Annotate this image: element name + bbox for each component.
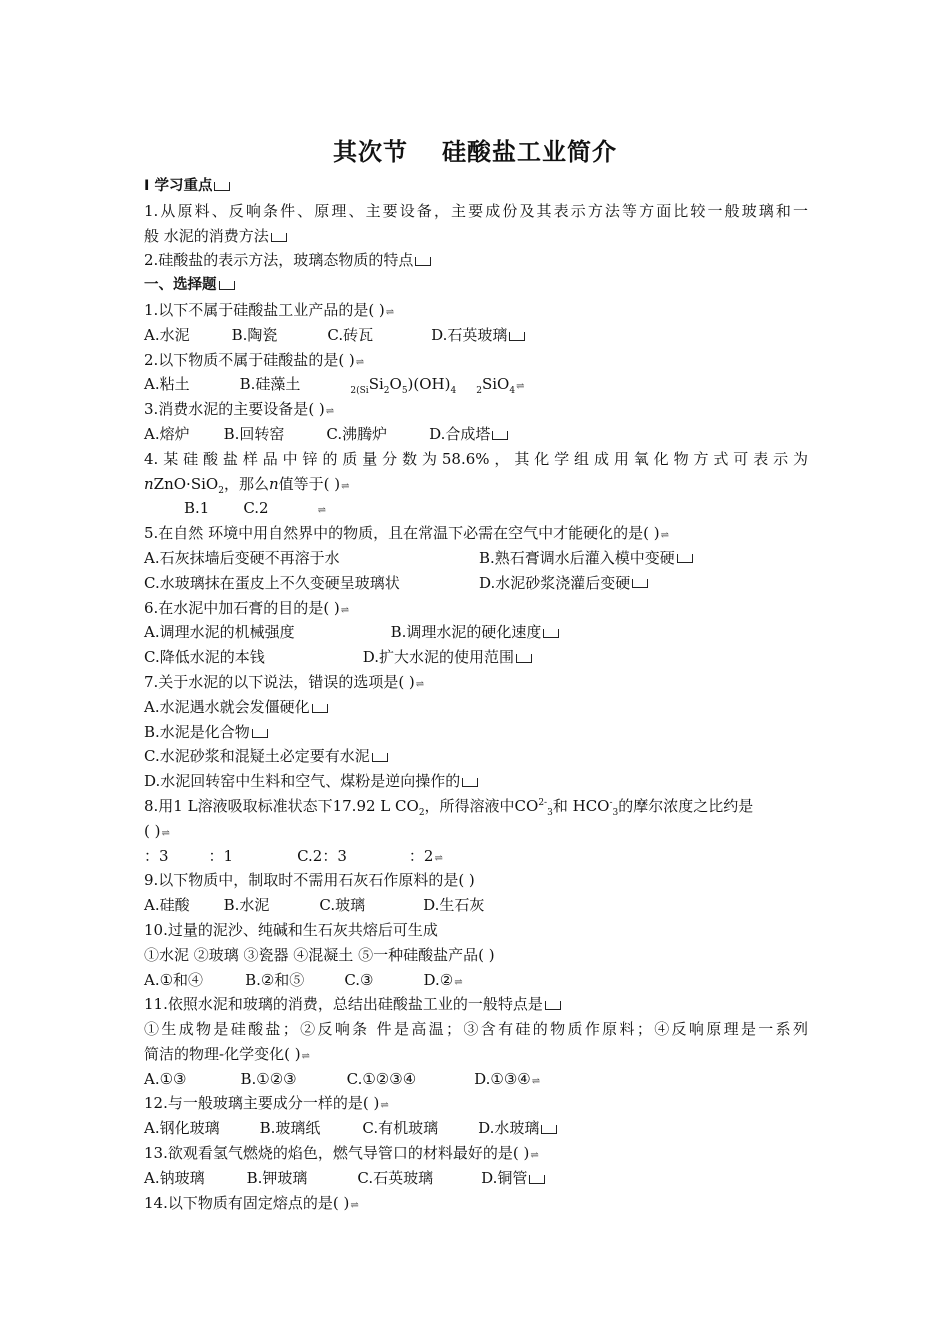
question-7-option: A.水泥遇水就会发僵硬化 bbox=[144, 695, 808, 720]
question-1: 1.以下不属于硅酸盐工业产品的是( )⇌ bbox=[144, 300, 395, 319]
paragraph-mark-icon bbox=[632, 579, 648, 588]
paragraph-mark-icon bbox=[219, 281, 235, 290]
page-title bbox=[0, 132, 950, 167]
question-2-options: A.粘土 B.硅藻土 $_{2(Si}Si_2O_5)(OH)_4$ $_2$SiO$_4$⇌ bbox=[144, 375, 525, 397]
question-14: 14.以下物质有固定熔点的是( )⇌ bbox=[144, 1193, 359, 1212]
heading-key-points: Ⅰ 学习重点 bbox=[144, 174, 808, 199]
title-section: 其次节 bbox=[333, 138, 408, 166]
heading-choice-questions: 一、选择题 bbox=[144, 273, 808, 298]
paragraph-mark-icon bbox=[214, 182, 230, 191]
paragraph-mark-icon bbox=[541, 1125, 557, 1134]
question-10: 10.过量的泥沙、纯碱和生石灰共熔后可生成 bbox=[144, 920, 438, 939]
question-5-options: A.石灰抹墙后变硬不再溶于水 B.熟石膏调水后灌入模中变硬 bbox=[144, 546, 808, 571]
question-5: 5.在自然 环境中用自然界中的物质，且在常温下必需在空气中才能硬化的是( )⇌ bbox=[144, 524, 669, 543]
paragraph-mark-icon bbox=[516, 654, 532, 663]
question-6: 6.在水泥中加石膏的目的是( )⇌ bbox=[144, 598, 350, 617]
document-body bbox=[144, 174, 808, 1215]
title-topic: 硅酸盐工业简介 bbox=[442, 138, 617, 166]
question-9-options: A.硅酸 B.水泥 C.玻璃 D.生石灰 bbox=[144, 896, 485, 915]
question-3: 3.消费水泥的主要设备是( )⇌ bbox=[144, 400, 335, 419]
paragraph-mark-icon bbox=[415, 257, 431, 266]
question-4-cont: nZnO·SiO$_2$，那么n值等于( )⇌ bbox=[144, 474, 350, 496]
question-3-options: A.熔炉 B.回转窑 C.沸腾炉 D.合成塔 bbox=[144, 422, 808, 447]
question-12-options: A.钢化玻璃 B.玻璃纸 C.有机玻璃 D.水玻璃 bbox=[144, 1116, 808, 1141]
question-7-option: D.水泥回转窑中生料和空气、煤粉是逆向操作的 bbox=[144, 769, 808, 794]
question-1-options: A.水泥 B.陶瓷 C.砖瓦 D.石英玻璃 bbox=[144, 323, 808, 348]
paragraph-mark-icon bbox=[543, 629, 559, 638]
question-11-options: A.①③ B.①②③ C.①②③④ D.①③④⇌ bbox=[144, 1069, 541, 1088]
question-5-options: C.水玻璃抹在蛋皮上不久变硬呈玻璃状 D.水泥砂浆浇灌后变硬 bbox=[144, 571, 808, 596]
paragraph-mark-icon bbox=[312, 704, 328, 713]
question-10-items: ①水泥 ②玻璃 ③瓷器 ④混凝土 ⑤一种硅酸盐产品( ) bbox=[144, 945, 495, 964]
question-8-cont: ( )⇌ bbox=[144, 821, 170, 840]
paragraph-mark-icon bbox=[372, 753, 388, 762]
paragraph-mark-icon bbox=[545, 1001, 561, 1010]
question-6-options: C.降低水泥的本钱 D.扩大水泥的使用范围 bbox=[144, 645, 808, 670]
question-8: 8.用1 L溶液吸取标准状态下17.92 L $CO_2$，所得溶液中$CO^{2-}_3$和 $HCO^-_3$的摩尔浓度之比约是 bbox=[144, 796, 754, 818]
paragraph-mark-icon bbox=[252, 729, 268, 738]
question-11-cont: 简洁的物理-化学变化( )⇌ bbox=[144, 1044, 310, 1063]
paragraph: 1.从原料、反响条件、原理、主要设备，主要成份及其表示方法等方面比较一般玻璃和一 bbox=[144, 201, 808, 220]
question-8-options: ：3 ：1 C.2：3 ：2⇌ bbox=[144, 846, 443, 865]
question-13: 13.欲观看氢气燃烧的焰色，燃气导管口的材料最好的是( )⇌ bbox=[144, 1144, 539, 1163]
question-7: 7.关于水泥的以下说法，错误的选项是( )⇌ bbox=[144, 672, 425, 691]
question-7-option: B.水泥是化合物 bbox=[144, 720, 808, 745]
question-2: 2.以下物质不属于硅酸盐的是( )⇌ bbox=[144, 350, 365, 369]
question-13-options: A.钠玻璃 B.钾玻璃 C.石英玻璃 D.铜管 bbox=[144, 1166, 808, 1191]
question-12: 12.与一般玻璃主要成分一样的是( )⇌ bbox=[144, 1094, 389, 1113]
paragraph-mark-icon bbox=[529, 1175, 545, 1184]
question-11-items: ①生成物是硅酸盐；②反响条 件是高温；③含有硅的物质作原料；④反响原理是一系列 bbox=[144, 1020, 808, 1039]
question-7-option: C.水泥砂浆和混疑土必定要有水泥 bbox=[144, 744, 808, 769]
question-4-options: B.1 C.2 ⇌ bbox=[184, 499, 326, 518]
question-9: 9.以下物质中，制取时不需用石灰石作原料的是( ) bbox=[144, 871, 475, 890]
question-10-options: A.①和④ B.②和⑤ C.③ D.②⇌ bbox=[144, 970, 463, 989]
paragraph: 2.硅酸盐的表示方法，玻璃态物质的特点 bbox=[144, 248, 808, 273]
paragraph: 般 水泥的消费方法 bbox=[144, 224, 808, 249]
paragraph-mark-icon bbox=[271, 233, 287, 242]
paragraph-mark-icon bbox=[492, 431, 508, 440]
paragraph-mark-icon bbox=[462, 778, 478, 787]
paragraph-mark-icon bbox=[677, 554, 693, 563]
question-6-options: A.调理水泥的机械强度 B.调理水泥的硬化速度 bbox=[144, 620, 808, 645]
paragraph-mark-icon bbox=[509, 332, 525, 341]
question-11: 11.依照水泥和玻璃的消费，总结出硅酸盐工业的一般特点是 bbox=[144, 992, 808, 1017]
question-4: 4.某硅酸盐样品中锌的质量分数为58.6%，其化学组成用氧化物方式可表示为 bbox=[144, 449, 808, 468]
